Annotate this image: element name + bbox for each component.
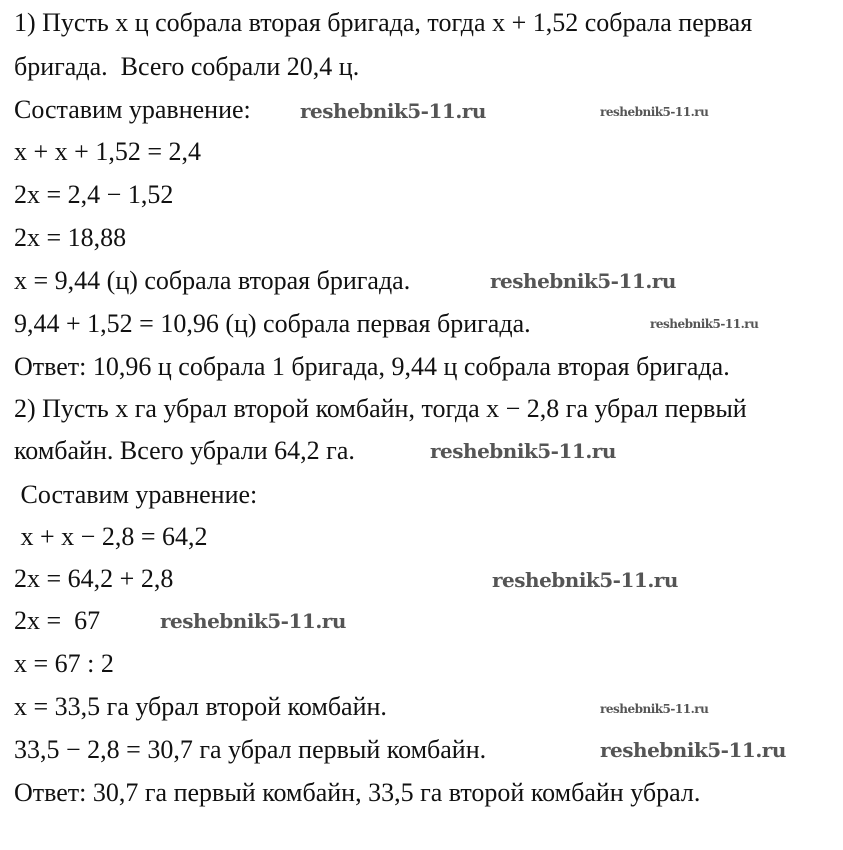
text-line: x = 33,5 га убрал второй комбайн. [14, 692, 387, 721]
watermark: reshebnik5-11.ru [492, 568, 678, 592]
text-line: x = 9,44 (ц) собрала вторая бригада. [14, 266, 411, 295]
text-line: бригада. Всего собрали 20,4 ц. [14, 52, 360, 81]
watermark: reshebnik5-11.ru [600, 105, 709, 119]
text-line: x + x + 1,52 = 2,4 [14, 137, 201, 166]
text-line: x = 67 : 2 [14, 649, 114, 678]
watermark: reshebnik5-11.ru [430, 439, 616, 463]
text-line: 2) Пусть x га убрал второй комбайн, тогда x − 2,8 га убрал первый [14, 394, 747, 423]
watermark: reshebnik5-11.ru [490, 269, 676, 293]
watermark: reshebnik5-11.ru [600, 738, 786, 762]
text-line: 33,5 − 2,8 = 30,7 га убрал первый комбайн. [14, 735, 487, 764]
text-line: 2x = 67 [14, 606, 101, 635]
watermark: reshebnik5-11.ru [300, 99, 486, 123]
text-line: комбайн. Всего убрали 64,2 га. [14, 436, 355, 465]
text-line: Ответ: 10,96 ц собрала 1 бригада, 9,44 ц собрала вторая бригада. [14, 352, 730, 381]
text-line: Ответ: 30,7 га первый комбайн, 33,5 га второй комбайн убрал. [14, 778, 701, 807]
text-line: 9,44 + 1,52 = 10,96 (ц) собрала первая бригада. [14, 309, 531, 338]
watermark: reshebnik5-11.ru [160, 609, 346, 633]
text-line: Составим уравнение: [14, 95, 251, 124]
watermark: reshebnik5-11.ru [650, 317, 759, 331]
text-line: x + x − 2,8 = 64,2 [14, 522, 208, 551]
text-line: 2x = 2,4 − 1,52 [14, 180, 174, 209]
text-line: Составим уравнение: [14, 480, 258, 509]
watermark: reshebnik5-11.ru [600, 702, 709, 716]
text-line: 2x = 18,88 [14, 223, 127, 252]
text-line: 1) Пусть x ц собрала вторая бригада, тогда x + 1,52 собрала первая [14, 8, 753, 37]
text-line: 2x = 64,2 + 2,8 [14, 564, 174, 593]
